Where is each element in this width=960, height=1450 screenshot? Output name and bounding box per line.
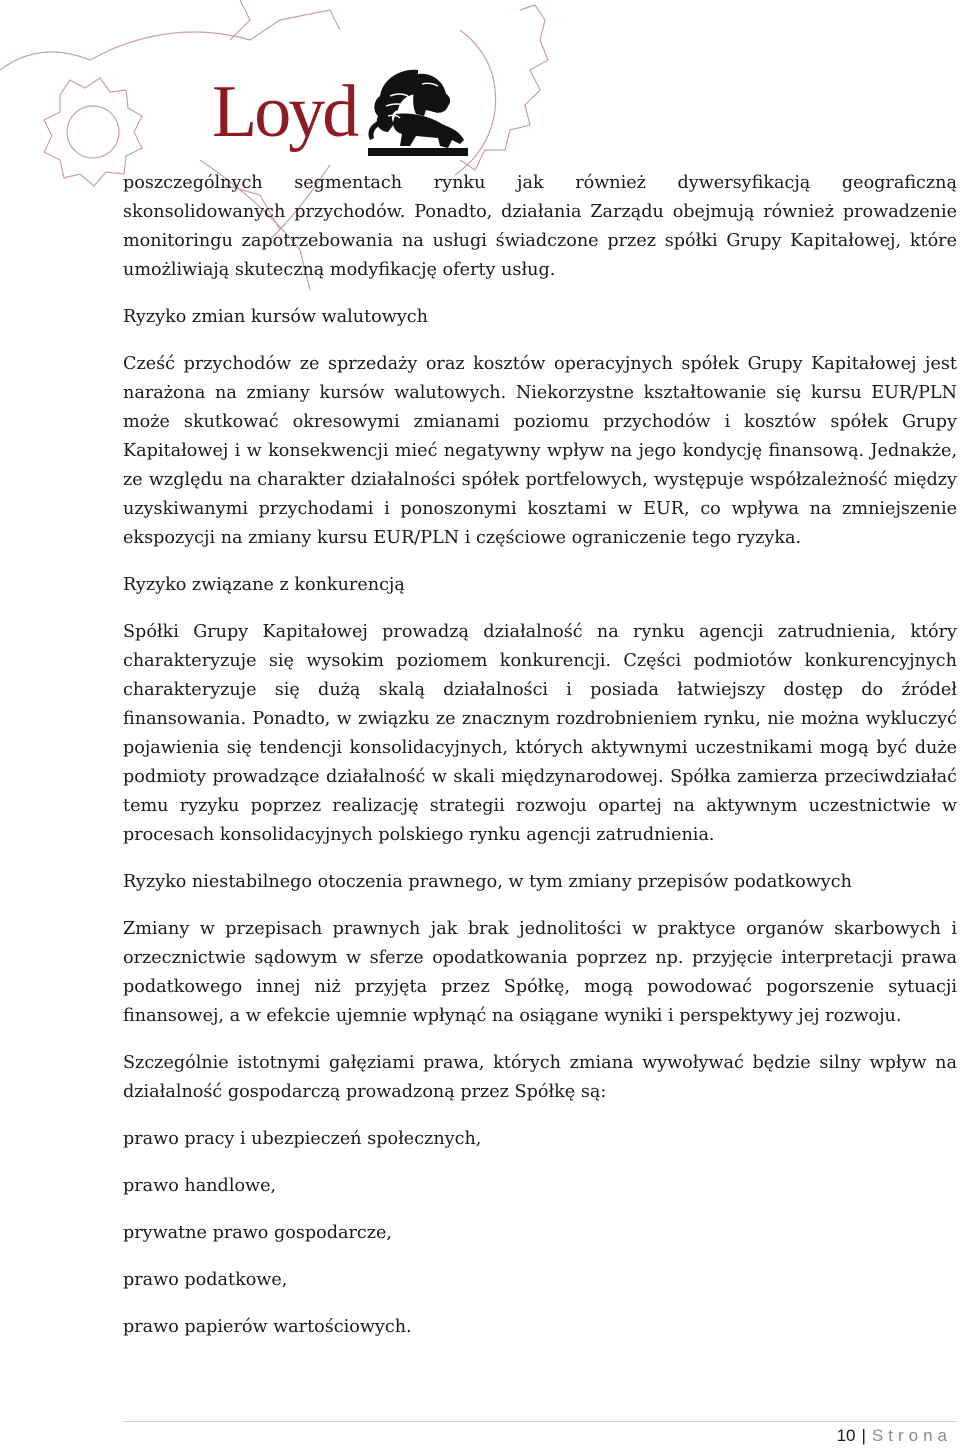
- lion-icon: [360, 66, 472, 158]
- page-footer: [837, 1426, 952, 1446]
- paragraph-diversification: poszczególnych segmentach rynku jak również dywersyfikacją geograficzną skonsolidowanych przychodów. Ponadto, działania Zarządu obejmują również prowadzenie monitoringu zapotrzebowania na usługi świadczone przez spółki Grupy Kapitałowej, które umożliwiają skuteczną modyfikację oferty usług.: [123, 173, 957, 280]
- list-item: prawo papierów wartościowych.: [123, 1317, 412, 1337]
- footer-separator: |: [861, 1426, 866, 1445]
- list-item: prawo handlowe,: [123, 1176, 277, 1196]
- law-list: [123, 1125, 957, 1342]
- list-item: prywatne prawo gospodarcze,: [123, 1223, 393, 1243]
- paragraph-currency-risk: Cześć przychodów ze sprzedaży oraz kosztów operacyjnych spółek Grupy Kapitałowej jest narażona na zmiany kursów walutowych. Niekorzystne kształtowanie się kursu EUR/PLN może skutkować okresowymi zmianami poziomu przychodów i kosztów spółek Grupy Kapitałowej i w konsekwencji mieć negatywny wpływ na jego kondycję finansową. Jednakże, ze względu na charakter działalności spółek portfelowych, występuje współzależność między uzyskiwanymi przychodami i ponoszonymi kosztami w EUR, co wpływa na zmniejszenie ekspozycji na zmiany kursu EUR/PLN i częściowe ograniczenie tego ryzyka.: [123, 354, 957, 548]
- paragraph-law-branches: Szczególnie istotnymi gałęziami prawa, których zmiana wywoływać będzie silny wpływ na działalność gospodarczą prowadzoną przez Spółkę są:: [123, 1053, 957, 1102]
- logo-wordmark: Loyd: [212, 71, 357, 153]
- list-item: prawo podatkowe,: [123, 1270, 288, 1290]
- paragraph-competition-risk: Spółki Grupy Kapitałowej prowadzą działalność na rynku agencji zatrudnienia, który charakteryzuje się wysokim poziomem konkurencji. Części podmiotów konkurencyjnych charakteryzuje się dużą skalą działalności i posiada łatwiejszy dostęp do źródeł finansowania. Ponadto, w związku ze znacznym rozdrobnieniem rynku, nie można wykluczyć pojawienia się tendencji konsolidacyjnych, których aktywnymi uczestnikami mogą być duże podmioty prowadzące działalność w skali międzynarodowej. Spółka zamierza przeciwdziałać temu ryzyku poprzez realizację strategii rozwoju opartej na aktywnym uczestnictwie w procesach konsolidacyjnych polskiego rynku agencji zatrudnienia.: [123, 622, 957, 845]
- page-label: Strona: [871, 1426, 952, 1445]
- page-number: 10: [836, 1426, 856, 1445]
- list-item: prawo pracy i ubezpieczeń społecznych,: [123, 1129, 482, 1149]
- footer-divider: [123, 1421, 957, 1422]
- heading-competition-risk: Ryzyko związane z konkurencją: [123, 575, 405, 595]
- paragraph-legal-risk: Zmiany w przepisach prawnych jak brak jednolitości w praktyce organów skarbowych i orzecznictwie sądowym w sferze opodatkowania poprzez np. przyjęcie interpretacji prawa podatkowego innej niż przyjęta przez Spółkę, mogą powodować pogorszenie sytuacji finansowej, a w efekcie ujemnie wpłynąć na osiągane wyniki i perspektywy jej rozwoju.: [123, 919, 957, 1026]
- heading-currency-risk: Ryzyko zmian kursów walutowych: [123, 307, 428, 327]
- heading-legal-risk: Ryzyko niestabilnego otoczenia prawnego, w tym zmiany przepisów podatkowych: [123, 872, 852, 892]
- document-body: [123, 169, 957, 1342]
